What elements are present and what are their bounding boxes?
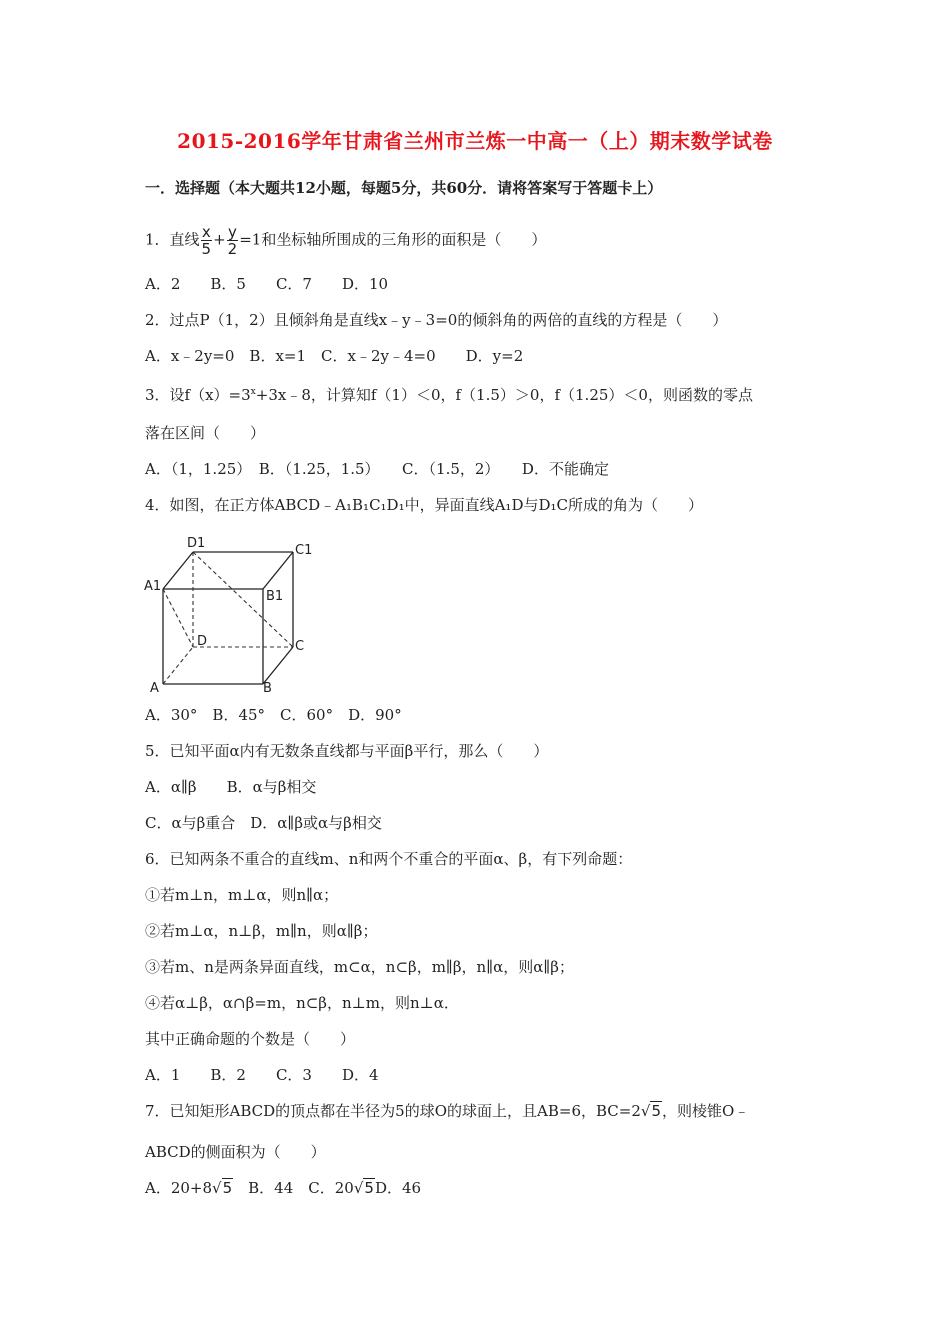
question-3-cont: 落在区间（ ）: [145, 424, 266, 442]
label-c1: C1: [295, 543, 313, 558]
q3-text-a: 3．设f（x）=3: [145, 386, 251, 404]
fraction-x-over-5: $\frac{x}{5}$: [201, 223, 212, 258]
q7-text-a: 7．已知矩形ABCD的顶点都在半径为5的球O的球面上，且AB=6，BC=2: [145, 1102, 641, 1120]
sqrt-symbol: √5: [640, 1102, 661, 1120]
label-b: B: [263, 681, 272, 696]
label-d1: D1: [187, 536, 206, 551]
q3-options: A．（1，1.25） B．（1.25，1.5） C．（1.5，2） D．不能确定: [145, 460, 609, 478]
q6-proposition-1: ①若m⊥n，m⊥α，则n∥α；: [145, 886, 339, 904]
question-3: [145, 382, 753, 405]
q7-option-a: A．20+8: [145, 1179, 213, 1197]
question-2: 2．过点P（1，2）且倾斜角是直线x﹣y﹣3=0的倾斜角的两倍的直线的方程是（ ）: [145, 311, 728, 329]
q6-options: A．1 B．2 C．3 D．4: [145, 1066, 379, 1084]
q3-exponent: x: [250, 387, 256, 397]
question-4: 4．如图，在正方体ABCD﹣A₁B₁C₁D₁中，异面直线A₁D与D₁C所成的角为（ ）: [145, 496, 703, 514]
q6-proposition-2: ②若m⊥α，n⊥β，m∥n，则α∥β；: [145, 922, 378, 940]
q5-options-2: C．α与β重合 D．α∥β或α与β相交: [145, 814, 382, 832]
q6-ask: 其中正确命题的个数是（ ）: [145, 1030, 356, 1048]
q1-options: A．2 B．5 C．7 D．10: [145, 275, 389, 293]
equals-one: =1: [239, 230, 262, 249]
sqrt-symbol: √5: [353, 1179, 374, 1197]
label-c: C: [295, 639, 305, 654]
fraction-y-over-2: $\frac{y}{2}$: [227, 223, 238, 258]
q6-proposition-4: ④若α⊥β，α∩β=m，n⊂β，n⊥m，则n⊥α．: [145, 994, 459, 1012]
page-title: 2015-2016学年甘肃省兰州市兰炼一中高一（上）期末数学试卷: [177, 129, 773, 153]
q1-prefix: 1．直线: [145, 230, 200, 249]
label-a1: A1: [144, 579, 162, 594]
q7-options: [145, 1178, 421, 1198]
question-6: 6．已知两条不重合的直线m、n和两个不重合的平面α、β，有下列命题：: [145, 850, 633, 868]
question-1: [145, 224, 546, 257]
section-heading: 一．选择题（本大题共12小题，每题5分，共60分．请将答案写于答题卡上）: [145, 179, 663, 197]
label-b1: B1: [266, 589, 284, 604]
question-7: [145, 1101, 749, 1121]
cube-figure: [140, 532, 340, 697]
q5-options-1: A．α∥β B．α与β相交: [145, 778, 317, 796]
label-d: D: [197, 634, 208, 649]
q1-suffix: 和坐标轴所围成的三角形的面积是（ ）: [261, 230, 547, 249]
sqrt-symbol: √5: [212, 1179, 233, 1197]
q2-options: A．x﹣2y=0 B．x=1 C．x﹣2y﹣4=0 D．y=2: [145, 347, 524, 365]
q6-proposition-3: ③若m、n是两条异面直线，m⊂α，n⊂β，m∥β，n∥α，则α∥β；: [145, 958, 574, 976]
question-5: 5．已知平面α内有无数条直线都与平面β平行，那么（ ）: [145, 742, 549, 760]
q7-option-d: D．46: [374, 1179, 422, 1197]
question-7-cont: ABCD的侧面积为（ ）: [145, 1143, 326, 1161]
plus-sign: +: [213, 230, 226, 249]
label-a: A: [150, 681, 159, 696]
q7-text-b: ，则棱锥O﹣: [662, 1102, 750, 1120]
q4-options: A．30° B．45° C．60° D．90°: [145, 706, 402, 724]
q7-option-b-c: B．44 C．20: [233, 1179, 354, 1197]
q3-text-b: +3x﹣8，计算知f（1）＜0，f（1.5）＞0，f（1.25）＜0，则函数的零点: [255, 386, 753, 404]
